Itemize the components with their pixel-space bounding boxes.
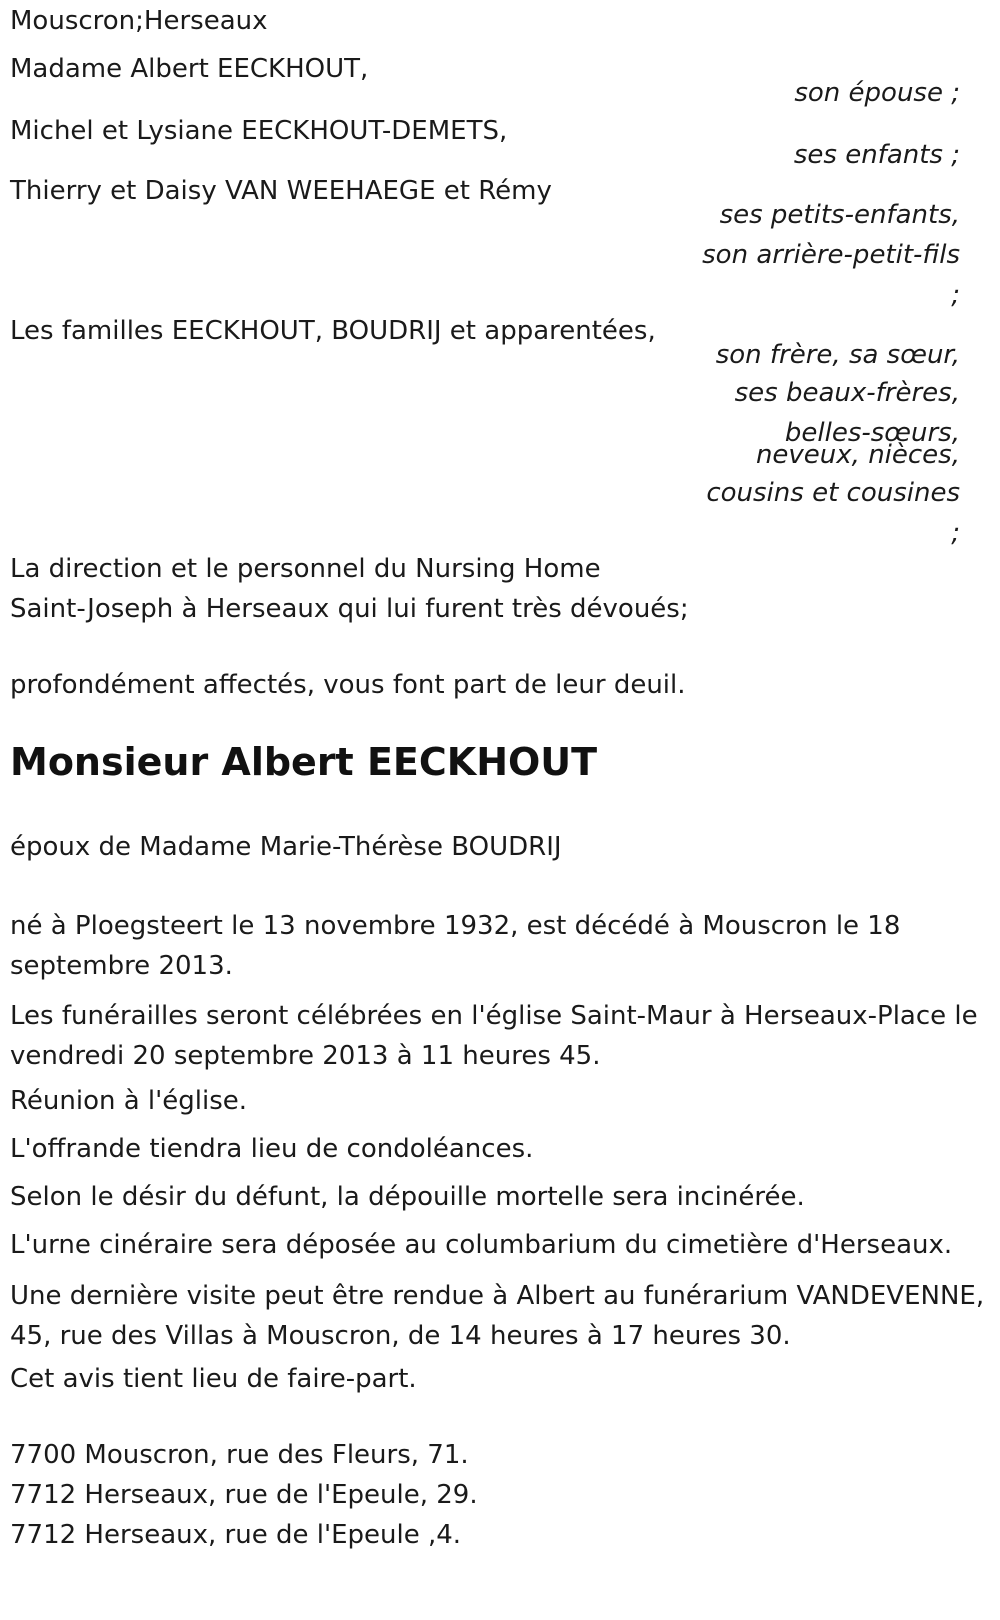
family-name-families: Les familles EECKHOUT, BOUDRIJ et apparentées, [10,316,656,346]
staff-line-1: La direction et le personnel du Nursing Home [10,554,601,584]
cremation-details: Selon le désir du défunt, la dépouille mortelle sera incinérée. [10,1182,805,1212]
relation-grandchildren: ses petits-enfants, [719,200,960,230]
offering-details: L'offrande tiendra lieu de condoléances. [10,1134,534,1164]
visit-details: Une dernière visite peut être rendue à Albert au funérarium VANDEVENNE, 45, rue des Villas à Mouscron, de 14 heures à 17 heures 30. [10,1281,985,1351]
address-3: 7712 Herseaux, rue de l'Epeule ,4. [10,1520,462,1550]
relation-great-grandchild: son arrière-petit-fils [702,240,960,270]
relation-nephews-nieces: neveux, nièces, [755,440,960,470]
family-name-children: Michel et Lysiane EECKHOUT-DEMETS, [10,116,508,146]
announcement: profondément affectés, vous font part de leur deuil. [10,670,686,700]
relation-brothers-in-law: ses beaux-frères, [734,378,960,408]
birth-death-details: né à Ploegsteert le 13 novembre 1932, est décédé à Mouscron le 18 septembre 2013. [10,911,901,981]
relation-children: ses enfants ; [793,140,960,170]
relation-siblings: son frère, sa sœur, [715,340,960,370]
urn-details: L'urne cinéraire sera déposée au columbarium du cimetière d'Herseaux. [10,1230,953,1260]
spouse-line: époux de Madame Marie-Thérèse BOUDRIJ [10,832,562,862]
family-name-spouse: Madame Albert EECKHOUT, [10,54,369,84]
funeral-details: Les funérailles seront célébrées en l'église Saint-Maur à Herseaux-Place le vendredi 20 septembre 2013 à 11 heures 45. [10,1001,978,1071]
relation-sisters-in-law: belles-sœurs, [784,418,960,448]
location-header: Mouscron;Herseaux [10,6,268,36]
deceased-name: Monsieur Albert EECKHOUT [10,740,598,784]
address-1: 7700 Mouscron, rue des Fleurs, 71. [10,1440,469,1470]
address-2: 7712 Herseaux, rue de l'Epeule, 29. [10,1480,478,1510]
relation-cousins: cousins et cousines [706,478,960,508]
relation-cousins-semicolon: ; [951,518,960,548]
meeting-details: Réunion à l'église. [10,1086,248,1116]
notice-line: Cet avis tient lieu de faire-part. [10,1364,417,1394]
relation-spouse: son épouse ; [794,78,960,108]
relation-great-grandchild-semicolon: ; [951,280,960,310]
staff-line-2: Saint-Joseph à Herseaux qui lui furent très dévoués; [10,594,689,624]
family-name-grandchildren: Thierry et Daisy VAN WEEHAEGE et Rémy [10,176,552,206]
